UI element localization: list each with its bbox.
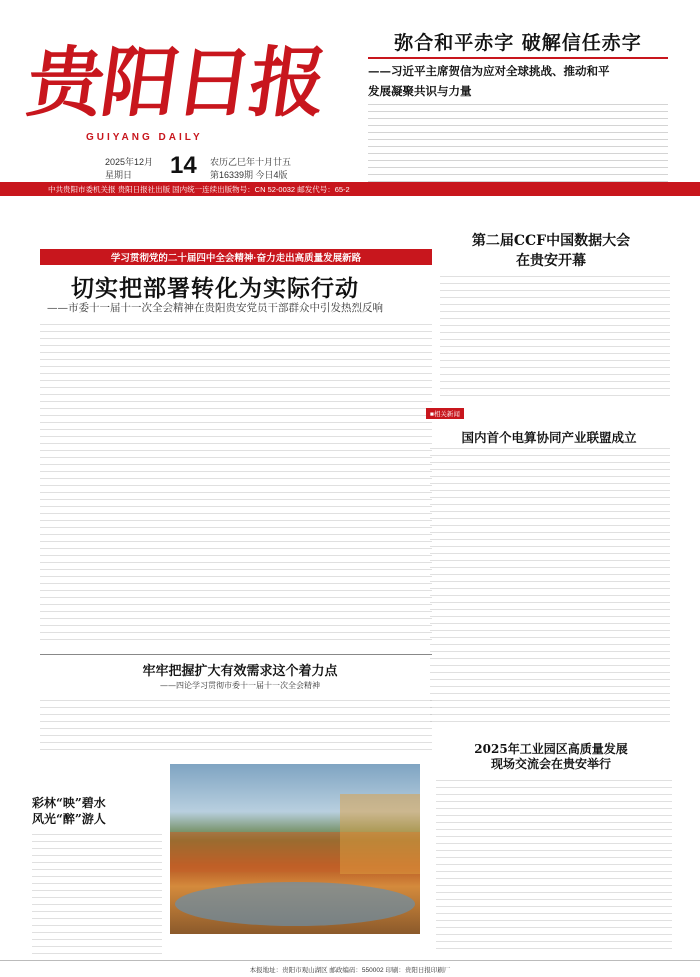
- top-headline-subtitle-2: 发展凝聚共识与力量: [368, 84, 472, 98]
- ccf-title-line1[interactable]: 第二届CCF中国数据大会: [471, 233, 631, 249]
- industry-body: [436, 780, 672, 950]
- ecommerce-body: [430, 448, 670, 728]
- date-block: [105, 156, 153, 182]
- logo-char-1: 贵: [21, 38, 107, 127]
- section-tag: 学习贯彻党的二十届四中全会精神·奋力走出高质量发展新路: [110, 253, 362, 264]
- autumn-lake-image: [170, 764, 420, 934]
- date: 2025年12月: [105, 157, 154, 167]
- commentary-title[interactable]: 牢牢把握扩大有效需求这个着力点: [142, 664, 338, 679]
- industry-title-line2: 现场交流会在贵安举行: [490, 757, 611, 771]
- news-photo[interactable]: [170, 764, 420, 934]
- industry-title[interactable]: [432, 742, 670, 772]
- footer: 本报地址：贵阳市观山湖区 邮政编码：550002 印刷：贵阳日报印刷厂: [0, 960, 700, 977]
- ccf-title-line2[interactable]: 在贵安开幕: [516, 253, 586, 269]
- logo-char-4: 报: [243, 38, 329, 127]
- issue-info: [210, 156, 291, 182]
- main-story-subtitle: ——市委十一届十一次全会精神在贵阳贵安党员干部群众中引发热烈反响: [47, 302, 383, 314]
- top-headline[interactable]: [368, 28, 668, 99]
- commentary-subtitle: ——四论学习贯彻市委十一届十一次全会精神: [160, 681, 320, 690]
- industry-title-line1: 2025年工业园区高质量发展: [474, 742, 628, 756]
- photo-title-line2: 风光“醉”游人: [32, 812, 106, 826]
- publisher-bar: [0, 182, 700, 196]
- headline-rule: [368, 57, 668, 59]
- related-news-tag: ■相关新闻: [426, 408, 464, 419]
- logo-char-3: 日: [169, 38, 255, 127]
- photo-title-line1: 彩林“映”碧水: [32, 796, 106, 810]
- logo-char-2: 阳: [95, 38, 181, 127]
- ccf-body: [440, 276, 670, 400]
- weekday: 星期日: [105, 170, 133, 180]
- publisher-info: 中共贵阳市委机关报 贵阳日报社出版 国内统一连续出版物号：CN 52-0032 邮发代号：65-2: [48, 184, 350, 194]
- main-story-body: [40, 324, 432, 644]
- ecommerce-title[interactable]: 国内首个电算协同产业联盟成立: [461, 430, 637, 445]
- headline-body-text: [368, 104, 668, 184]
- day-number: 14: [170, 152, 197, 179]
- photo-story-title[interactable]: [32, 795, 162, 827]
- commentary-body: [40, 700, 432, 756]
- photo-caption: [32, 834, 162, 954]
- issue-number: 第16339期 今日4版: [210, 170, 288, 180]
- top-headline-subtitle-1: ——习近平主席贺信为应对全球挑战、推动和平: [368, 64, 610, 78]
- top-headline-title[interactable]: 弥合和平赤字 破解信任赤字: [394, 32, 642, 54]
- masthead-logo: [21, 28, 329, 138]
- lunar-date: 农历乙巳年十月廿五: [210, 157, 292, 167]
- masthead-pinyin: GUIYANG DAILY: [86, 132, 203, 143]
- main-story-title[interactable]: 切实把部署转化为实际行动: [71, 275, 359, 302]
- divider: [40, 654, 432, 655]
